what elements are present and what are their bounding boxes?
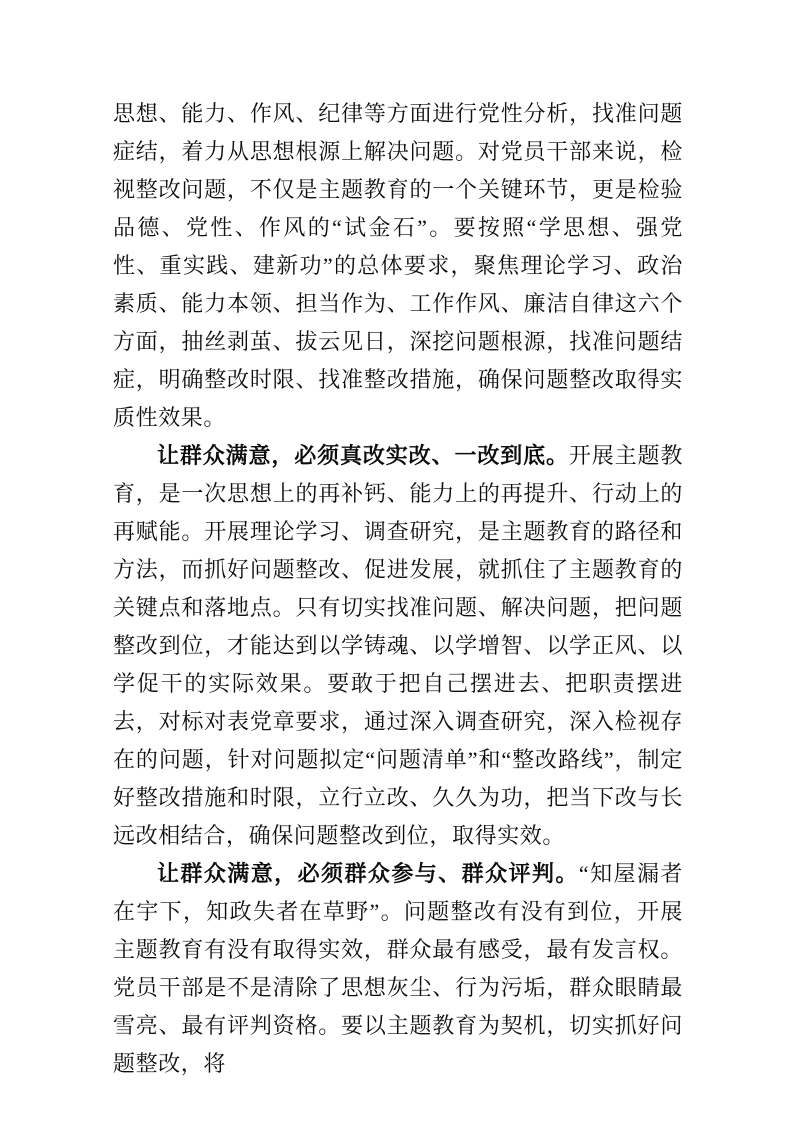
body-paragraph xyxy=(113,95,683,437)
paragraph-body-text: “知屋漏者在宇下，知政失者在草野”。问题整改有没有到位，开展主题教育有没有取得实效，群众最有感受，最有发言权。党员干部是不是清除了思想灰尘、行为污垢，群众眼睛最雪亮、最有评判资格。要以主题教育为契机，切实抓好问题整改，将 xyxy=(113,861,683,1076)
paragraph-lead-bold: 让群众满意，必须群众参与、群众评判。 xyxy=(157,861,579,886)
body-paragraph xyxy=(113,855,683,1083)
paragraph-body-text: 开展主题教育，是一次思想上的再补钙、能力上的再提升、行动上的再赋能。开展理论学习、调查研究，是主题教育的路径和方法，而抓好问题整改、促进发展，就抓住了主题教育的关键点和落地点。只有切实找准问题、解决问题，把问题整改到位，才能达到以学铸魂、以学增智、以学正风、以学促干的实际效果。要敢于把自己摆进去、把职责摆进去，对标对表党章要求，通过深入调查研究，深入检视存在的问题，针对问题拟定“问题清单”和“整改路线”，制定好整改措施和时限，立行立改、久久为功，把当下改与长远改相结合，确保问题整改到位，取得实效。 xyxy=(113,443,683,848)
paragraph-lead-bold: 让群众满意，必须真改实改、一改到底。 xyxy=(157,443,569,468)
paragraph-body-text: 思想、能力、作风、纪律等方面进行党性分析，找准问题症结，着力从思想根源上解决问题。对党员干部来说，检视整改问题，不仅是主题教育的一个关键环节，更是检验品德、党性、作风的“试金石”。要按照“学思想、强党性、重实践、建新功”的总体要求，聚焦理论学习、政治素质、能力本领、担当作为、工作作风、廉洁自律这六个方面，抽丝剥茧、拔云见日，深挖问题根源，找准问题结症，明确整改时限、找准整改措施，确保问题整改取得实质性效果。 xyxy=(113,101,683,430)
document-text-block xyxy=(113,95,683,1083)
body-paragraph xyxy=(113,437,683,855)
